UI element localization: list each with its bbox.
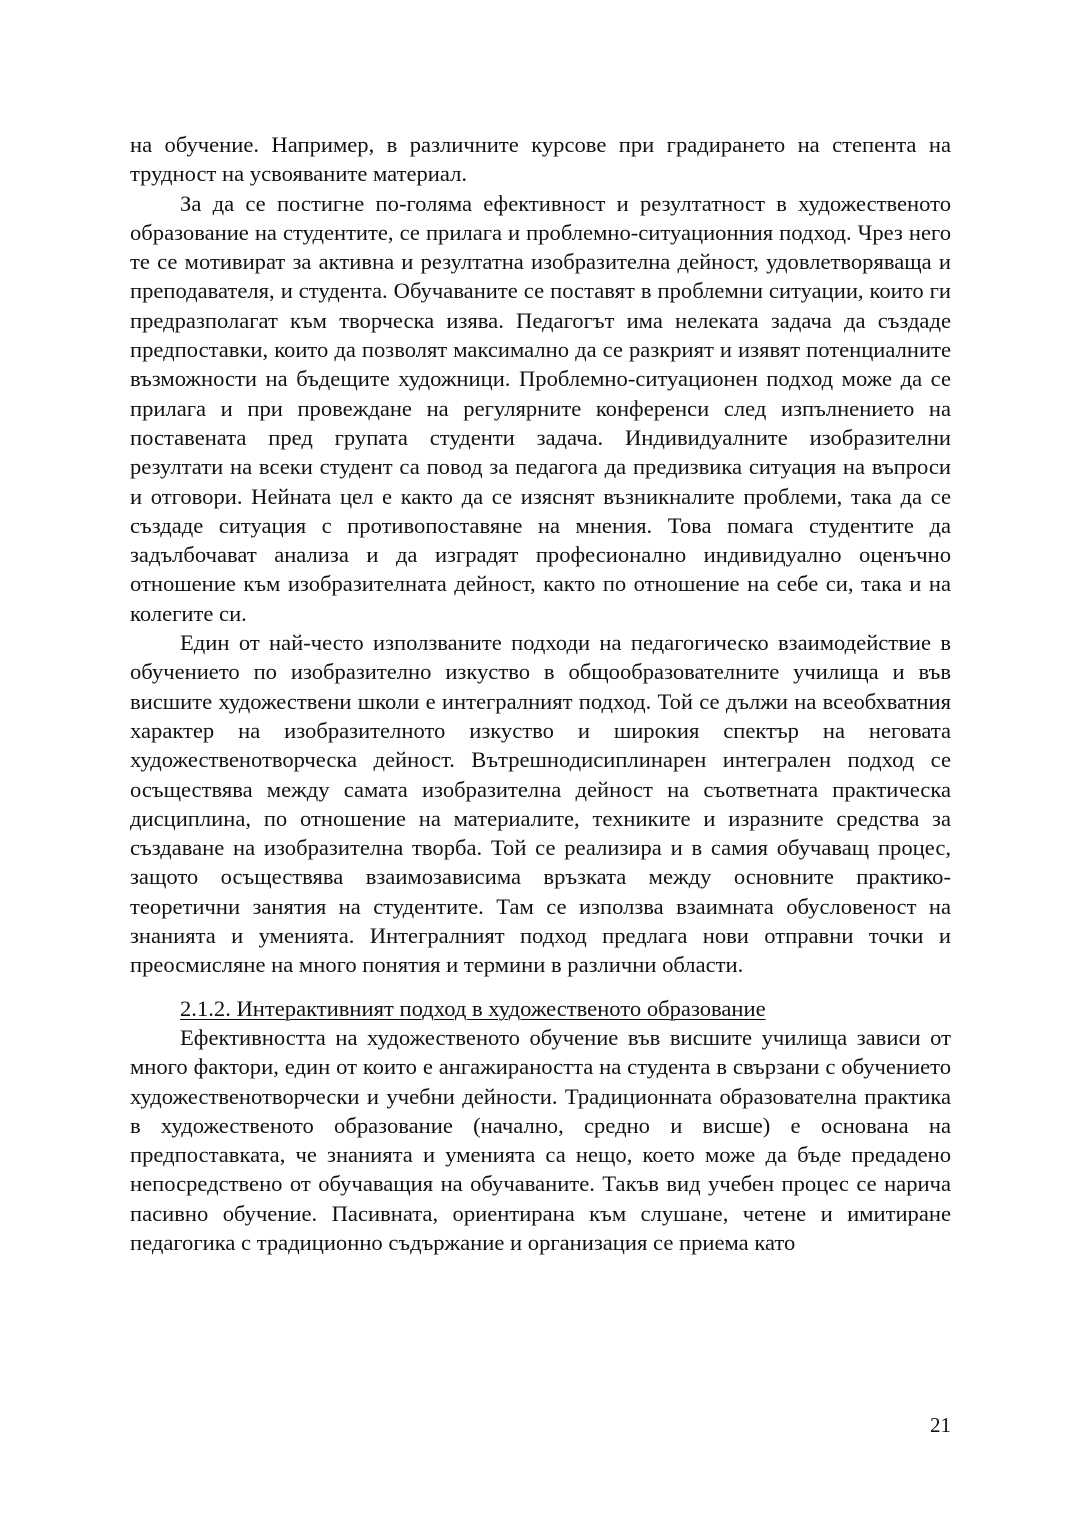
paragraph-problem-situational-approach: За да се постигне по-голяма ефективност и резултатност в художественото образование на студентите, се прилага и проблемно-ситуационния подход. Чрез него те се мотивират за активна и резултатна изобразителна дейност, удовлетворяваща и преподавателя, и студента. Обучаваните се поставят в проблемни ситуации, които ги предразполагат към творческа изява. Педагогът има нелеката задача да създаде предпоставки, които да позволят максимално да се разкрият и изявят потенциалните възможности на бъдещите художници. Проблемно-ситуационен подход може да се прилага и при провеждане на регулярните конференси след изпълнението на поставената пред групата студенти задача. Индивидуалните изобразителни резултати на всеки студент са повод за педагога да предизвика ситуация на въпроси и отговори. Нейната цел е както да се изяснят възникналите проблеми, така да се създаде ситуация с противопоставяне на мнения. Това помага студентите да задълбочават анализа и да изградят професионално индивидуално оценъчно отношение към изобразителната дейност, както по отношение на себе си, така и на колегите си. [130,190,951,626]
paragraph-interactive-approach: Ефективността на художественото обучение във висшите училища зависи от много фактори, един от които е ангажираността на студента в свързани с обучението художественотворчески и учебни дейности. Традиционната образователна практика в художественото образование (начално, средно и висше) е основана на предпоставката, че знанията и уменията са нещо, което може да бъде предадено непосредствено от обучаващия на обучаваните. Такъв вид учебен процес се нарича пасивно обучение. Пасивната, ориентирана към слушане, четене и имитиране педагогика с традиционно съдържание и организация се приема като [130,1024,951,1255]
page-number: 21 [930,1413,951,1437]
body-text [130,130,951,1257]
paragraph-continuation: на обучение. Например, в различните курсове при градирането на степента на трудност на усвояваните материал. [130,132,951,187]
paragraph-integral-approach: Един от най-често използваните подходи на педагогическо взаимодействие в обучението по изобразително изкуство в общообразователните училища и във висшите художествени школи е интегралният подход. Той се дължи на всеобхватния характер на изобразителното изкуство и широкия спектър на неговата художественотворческа дейност. Вътрешнодисиплинарен интегрален подход се осъществява между самата изобразителна дейност на съответната практическа дисциплина, по отношение на материалите, техниките и изразните средства за създаване на изобразителна творба. Той се реализира и в самия обучаващ процес, защото осъществява взаимозависима връзката между основните практико-теоретични занятия на студентите. Там се използва взаимната обусловеност на знанията и уменията. Интегралният подход предлага нови отправни точки и преосмисляне на много понятия и термини в различни области. [130,630,951,978]
section-heading: 2.1.2. Интерактивният подход в художественото образование [180,995,766,1021]
